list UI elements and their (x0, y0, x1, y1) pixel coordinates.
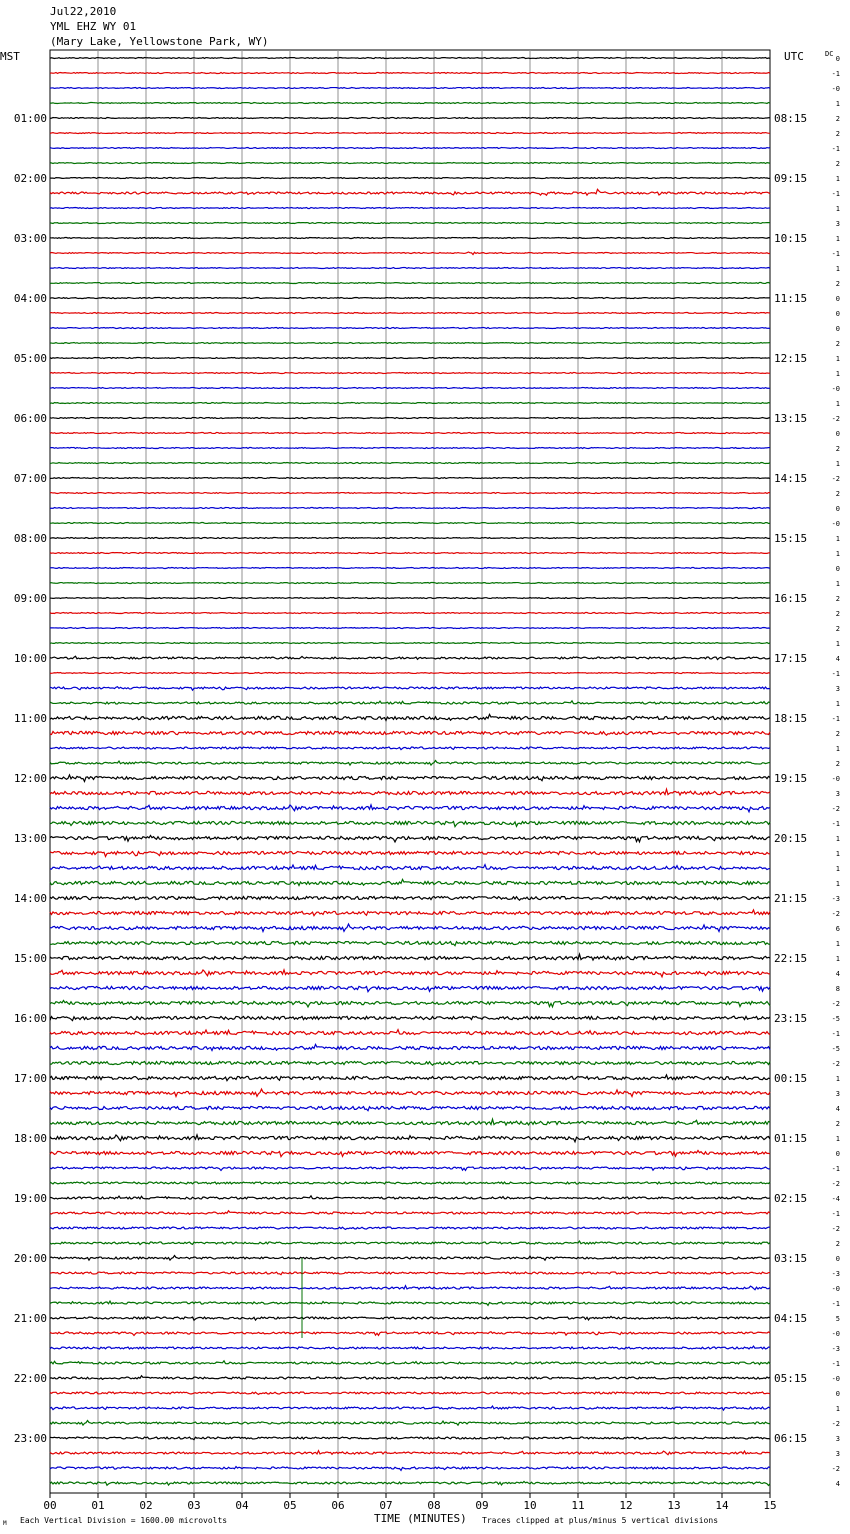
x-tick-label: 09 (475, 1499, 489, 1512)
left-hour-label: 05:00 (13, 352, 47, 365)
dc-offset-label: 1 (835, 460, 840, 468)
seismic-trace (50, 103, 770, 104)
dc-offset-label: 5 (835, 1315, 840, 1323)
x-tick-label: 15 (763, 1499, 777, 1512)
seismic-trace (50, 643, 770, 644)
seismic-trace (50, 178, 770, 179)
dc-offset-label: 2 (835, 160, 840, 168)
dc-offset-label: 1 (835, 700, 840, 708)
seismic-trace (50, 1361, 770, 1365)
dc-offset-label: 1 (835, 880, 840, 888)
seismic-trace (50, 1241, 770, 1245)
dc-offset-label: 2 (835, 625, 840, 633)
seismic-trace (50, 553, 770, 554)
x-tick-label: 01 (91, 1499, 105, 1512)
seismic-trace (50, 1061, 770, 1065)
right-hour-label: 03:15 (774, 1252, 808, 1265)
seismic-trace (50, 403, 770, 404)
dc-offset-label: 1 (835, 265, 840, 273)
seismic-trace (50, 88, 770, 89)
seismic-trace (50, 388, 770, 389)
seismic-trace (50, 1000, 770, 1006)
dc-offset-label: -1 (831, 1300, 840, 1308)
dc-offset-label: 2 (835, 130, 840, 138)
left-hour-label: 06:00 (13, 412, 47, 425)
seismic-trace (50, 1196, 770, 1199)
dc-offset-label: 1 (835, 1135, 840, 1143)
dc-offset-label: 1 (835, 640, 840, 648)
seismic-trace (50, 628, 770, 629)
scale-note: Each Vertical Division = 1600.00 microvolts (20, 1516, 228, 1525)
dc-header-label: DC (825, 50, 834, 58)
dc-offset-label: 3 (835, 1435, 840, 1443)
seismic-trace (50, 1421, 770, 1426)
dc-offset-label: 1 (835, 940, 840, 948)
dc-offset-label: 0 (835, 310, 840, 318)
seismic-trace (50, 189, 770, 195)
left-hour-label: 02:00 (13, 172, 47, 185)
seismic-trace (50, 910, 770, 916)
seismic-trace (50, 1392, 770, 1394)
dc-offset-label: 4 (835, 1480, 840, 1488)
seismic-trace (50, 747, 770, 750)
dc-offset-label: -1 (831, 820, 840, 828)
dc-offset-label: -1 (831, 670, 840, 678)
dc-offset-label: -3 (831, 895, 840, 903)
dc-offset-label: -2 (831, 1225, 840, 1233)
dc-offset-label: 2 (835, 595, 840, 603)
dc-offset-label: 3 (835, 685, 840, 693)
seismic-trace (50, 598, 770, 599)
seismic-trace (50, 1316, 770, 1320)
dc-offset-label: 1 (835, 955, 840, 963)
left-hour-label: 10:00 (13, 652, 47, 665)
corner-mark: M (3, 1520, 7, 1527)
x-tick-label: 11 (571, 1499, 585, 1512)
dc-offset-label: 3 (835, 220, 840, 228)
seismic-trace (50, 1286, 770, 1290)
right-hour-label: 05:15 (774, 1372, 808, 1385)
dc-offset-label: -2 (831, 805, 840, 813)
dc-offset-label: 1 (835, 370, 840, 378)
header-date: Jul22,2010 (50, 5, 117, 18)
seismic-trace (50, 268, 770, 269)
dc-offset-label: -0 (831, 1285, 840, 1293)
dc-offset-label: 1 (835, 850, 840, 858)
dc-offset-label: 1 (835, 205, 840, 213)
right-timezone-label: UTC (784, 50, 804, 63)
right-hour-label: 20:15 (774, 832, 808, 845)
seismic-trace (50, 1075, 770, 1081)
left-hour-label: 17:00 (13, 1072, 47, 1085)
seismic-trace (50, 613, 770, 614)
seismic-trace (50, 879, 770, 885)
x-tick-label: 07 (379, 1499, 393, 1512)
seismic-trace (50, 328, 770, 329)
dc-offset-label: -2 (831, 1180, 840, 1188)
seismic-trace (50, 821, 770, 826)
seismic-trace (50, 1301, 770, 1305)
seismic-trace (50, 463, 770, 464)
dc-offset-label: 1 (835, 580, 840, 588)
seismic-trace (50, 1182, 770, 1184)
seismic-trace (50, 1150, 770, 1156)
seismic-trace (50, 1376, 770, 1380)
dc-offset-label: 3 (835, 1090, 840, 1098)
seismic-trace (50, 835, 770, 841)
seismic-trace (50, 775, 770, 782)
dc-offset-label: 1 (835, 865, 840, 873)
left-hour-label: 12:00 (13, 772, 47, 785)
seismic-trace (50, 1135, 770, 1142)
right-hour-label: 08:15 (774, 112, 808, 125)
seismic-trace (50, 538, 770, 539)
dc-offset-label: -2 (831, 910, 840, 918)
seismic-trace (50, 1346, 770, 1349)
dc-offset-label: 1 (835, 835, 840, 843)
seismic-trace (50, 865, 770, 870)
seismic-trace (50, 851, 770, 856)
dc-offset-label: 3 (835, 1450, 840, 1458)
left-hour-label: 21:00 (13, 1312, 47, 1325)
dc-offset-label: 2 (835, 760, 840, 768)
seismic-trace (50, 1227, 770, 1229)
right-hour-label: 10:15 (774, 232, 808, 245)
dc-offset-label: 4 (835, 970, 840, 978)
right-hour-label: 12:15 (774, 352, 808, 365)
seismic-trace (50, 805, 770, 812)
seismic-trace (50, 701, 770, 704)
x-tick-label: 13 (667, 1499, 681, 1512)
dc-offset-label: 1 (835, 175, 840, 183)
left-hour-label: 23:00 (13, 1432, 47, 1445)
x-tick-label: 10 (523, 1499, 537, 1512)
seismic-trace (50, 58, 770, 59)
seismic-trace (50, 1167, 770, 1171)
seismic-trace (50, 568, 770, 569)
left-hour-label: 08:00 (13, 532, 47, 545)
seismic-trace (50, 1044, 770, 1050)
seismic-trace (50, 1016, 770, 1020)
dc-offset-label: 2 (835, 280, 840, 288)
dc-offset-label: -1 (831, 715, 840, 723)
seismic-trace (50, 789, 770, 795)
x-tick-label: 14 (715, 1499, 729, 1512)
dc-offset-label: 2 (835, 115, 840, 123)
seismic-trace (50, 673, 770, 674)
x-tick-label: 03 (187, 1499, 201, 1512)
left-hour-label: 15:00 (13, 952, 47, 965)
left-hour-label: 13:00 (13, 832, 47, 845)
dc-offset-label: 2 (835, 490, 840, 498)
dc-offset-label: -2 (831, 1060, 840, 1068)
left-hour-label: 01:00 (13, 112, 47, 125)
dc-offset-label: 1 (835, 100, 840, 108)
right-hour-label: 09:15 (774, 172, 808, 185)
dc-offset-label: -1 (831, 190, 840, 198)
seismic-trace (50, 954, 770, 960)
dc-offset-label: -1 (831, 250, 840, 258)
seismic-trace (50, 433, 770, 434)
seismic-trace (50, 298, 770, 299)
seismic-trace (50, 1089, 770, 1096)
seismic-trace (50, 148, 770, 149)
dc-offset-label: 0 (835, 295, 840, 303)
dc-offset-label: 3 (835, 790, 840, 798)
dc-offset-label: -2 (831, 1465, 840, 1473)
seismic-trace (50, 1451, 770, 1455)
dc-offset-label: -0 (831, 85, 840, 93)
right-hour-label: 23:15 (774, 1012, 808, 1025)
seismic-trace (50, 896, 770, 900)
seismic-trace (50, 208, 770, 209)
right-hour-label: 19:15 (774, 772, 808, 785)
dc-offset-label: 2 (835, 610, 840, 618)
seismic-trace (50, 238, 770, 239)
x-tick-label: 00 (43, 1499, 57, 1512)
dc-offset-label: -3 (831, 1270, 840, 1278)
dc-offset-label: 0 (835, 1255, 840, 1263)
dc-offset-label: -4 (831, 1195, 840, 1203)
dc-offset-label: -0 (831, 1375, 840, 1383)
right-hour-label: 02:15 (774, 1192, 808, 1205)
left-timezone-label: MST (0, 50, 20, 63)
dc-offset-label: -1 (831, 1030, 840, 1038)
dc-offset-label: 2 (835, 730, 840, 738)
seismic-trace (50, 313, 770, 314)
seismic-trace (50, 1106, 770, 1110)
dc-offset-label: 4 (835, 1105, 840, 1113)
seismic-trace (50, 133, 770, 134)
seismic-trace (50, 1406, 770, 1410)
dc-offset-label: 0 (835, 565, 840, 573)
dc-offset-label: 1 (835, 355, 840, 363)
seismic-trace (50, 1467, 770, 1471)
left-hour-label: 18:00 (13, 1132, 47, 1145)
seismic-trace (50, 687, 770, 690)
right-hour-label: 11:15 (774, 292, 808, 305)
right-hour-label: 00:15 (774, 1072, 808, 1085)
dc-offset-label: -0 (831, 520, 840, 528)
seismic-trace (50, 761, 770, 766)
seismic-trace (50, 1481, 770, 1485)
seismic-trace (50, 986, 770, 991)
left-hour-label: 03:00 (13, 232, 47, 245)
clip-note: Traces clipped at plus/minus 5 vertical divisions (482, 1516, 719, 1525)
dc-offset-label: 1 (835, 1405, 840, 1413)
seismic-trace (50, 73, 770, 74)
seismic-trace (50, 970, 770, 977)
dc-offset-label: -2 (831, 1000, 840, 1008)
dc-offset-label: -1 (831, 1210, 840, 1218)
seismic-trace (50, 731, 770, 735)
dc-offset-label: 1 (835, 1075, 840, 1083)
seismic-trace (50, 163, 770, 164)
seismic-trace (50, 656, 770, 659)
seismic-trace (50, 358, 770, 359)
dc-offset-label: -5 (831, 1015, 840, 1023)
right-hour-label: 14:15 (774, 472, 808, 485)
dc-offset-label: 0 (835, 1150, 840, 1158)
right-hour-label: 16:15 (774, 592, 808, 605)
dc-offset-label: -0 (831, 775, 840, 783)
dc-offset-label: -1 (831, 145, 840, 153)
dc-offset-label: 0 (835, 505, 840, 513)
seismic-trace (50, 523, 770, 524)
x-tick-label: 02 (139, 1499, 153, 1512)
dc-offset-label: -5 (831, 1045, 840, 1053)
dc-offset-label: 0 (835, 430, 840, 438)
right-hour-label: 01:15 (774, 1132, 808, 1145)
dc-offset-label: -1 (831, 70, 840, 78)
seismic-trace (50, 283, 770, 284)
x-tick-label: 05 (283, 1499, 297, 1512)
left-hour-label: 20:00 (13, 1252, 47, 1265)
dc-offset-label: 1 (835, 550, 840, 558)
plot-frame (50, 50, 770, 1493)
left-hour-label: 19:00 (13, 1192, 47, 1205)
header-location: (Mary Lake, Yellowstone Park, WY) (50, 35, 269, 48)
right-hour-label: 21:15 (774, 892, 808, 905)
left-hour-label: 11:00 (13, 712, 47, 725)
seismic-trace (50, 343, 770, 344)
dc-offset-label: -2 (831, 415, 840, 423)
dc-offset-label: -2 (831, 1420, 840, 1428)
dc-offset-label: 2 (835, 445, 840, 453)
dc-offset-label: 1 (835, 400, 840, 408)
dc-offset-label: -0 (831, 1330, 840, 1338)
seismic-trace (50, 1332, 770, 1336)
seismic-trace (50, 223, 770, 224)
right-hour-label: 04:15 (774, 1312, 808, 1325)
dc-offset-label: -0 (831, 385, 840, 393)
seismic-trace (50, 941, 770, 945)
seismic-trace (50, 1272, 770, 1275)
right-hour-label: 06:15 (774, 1432, 808, 1445)
right-hour-label: 18:15 (774, 712, 808, 725)
x-tick-label: 06 (331, 1499, 345, 1512)
x-axis-title: TIME (MINUTES) (374, 1512, 467, 1525)
header-station: YML EHZ WY 01 (50, 20, 137, 33)
dc-offset-label: 6 (835, 925, 840, 933)
right-hour-label: 22:15 (774, 952, 808, 965)
dc-offset-label: 4 (835, 655, 840, 663)
seismic-trace (50, 418, 770, 419)
seismic-trace (50, 714, 770, 720)
x-tick-label: 04 (235, 1499, 249, 1512)
seismic-trace (50, 493, 770, 494)
seismic-trace (50, 373, 770, 374)
seismic-trace (50, 1119, 770, 1125)
dc-offset-label: 2 (835, 1240, 840, 1248)
left-hour-label: 04:00 (13, 292, 47, 305)
dc-offset-label: 2 (835, 340, 840, 348)
dc-offset-label: 1 (835, 235, 840, 243)
seismic-trace (50, 924, 770, 931)
seismic-trace (50, 252, 770, 255)
seismic-trace (50, 1030, 770, 1035)
dc-offset-label: -2 (831, 475, 840, 483)
left-hour-label: 22:00 (13, 1372, 47, 1385)
left-hour-label: 16:00 (13, 1012, 47, 1025)
left-hour-label: 07:00 (13, 472, 47, 485)
dc-offset-label: 2 (835, 1120, 840, 1128)
dc-offset-label: 1 (835, 535, 840, 543)
dc-offset-label: 1 (835, 745, 840, 753)
seismic-trace (50, 448, 770, 449)
x-tick-label: 08 (427, 1499, 441, 1512)
seismic-trace (50, 1256, 770, 1261)
seismic-trace (50, 118, 770, 119)
right-hour-label: 17:15 (774, 652, 808, 665)
seismic-trace (50, 1211, 770, 1215)
dc-offset-label: -1 (831, 1165, 840, 1173)
seismic-trace (50, 478, 770, 479)
x-tick-label: 12 (619, 1499, 633, 1512)
dc-offset-label: 0 (835, 1390, 840, 1398)
left-hour-label: 09:00 (13, 592, 47, 605)
right-hour-label: 15:15 (774, 532, 808, 545)
dc-offset-label: -1 (831, 1360, 840, 1368)
seismic-trace (50, 583, 770, 584)
dc-offset-label: 0 (835, 325, 840, 333)
dc-offset-label: 8 (835, 985, 840, 993)
right-hour-label: 13:15 (774, 412, 808, 425)
dc-offset-label: -3 (831, 1345, 840, 1353)
dc-offset-label: 0 (835, 55, 840, 63)
seismic-trace (50, 1437, 770, 1440)
seismic-trace (50, 508, 770, 509)
left-hour-label: 14:00 (13, 892, 47, 905)
